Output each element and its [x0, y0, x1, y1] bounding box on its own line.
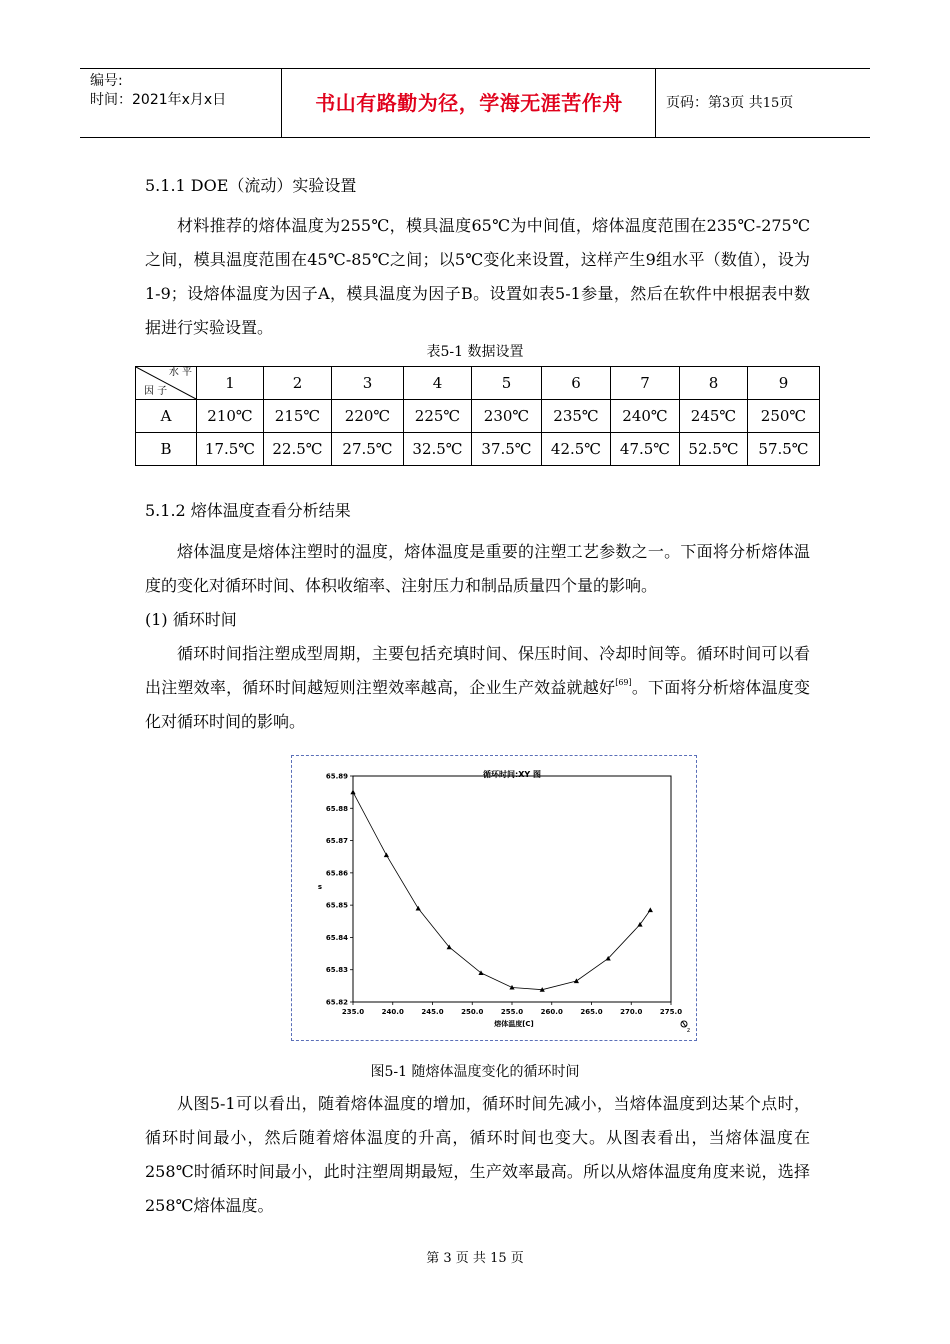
section-512-heading: 5.1.2 熔体温度查看分析结果: [145, 501, 351, 520]
level-header: 5: [472, 367, 542, 400]
value-cell: 210℃: [197, 400, 264, 433]
value-cell: 17.5℃: [197, 433, 264, 466]
doc-date-label: 时间：2021年x月x日: [90, 92, 227, 108]
conclusion-paragraph: 从图5-1可以看出，随着熔体温度的增加，循环时间先减小，当熔体温度到达某个点时，循环时间最小，然后随着熔体温度的升高，循环时间也变大。从图表看出，当熔体温度在258℃时循环时间最小，此时注塑周期最短，生产效率最高。所以从熔体温度角度来说，选择258℃熔体温度。: [145, 1094, 810, 1215]
level-header: 6: [542, 367, 611, 400]
x-tick-label: 270.0: [620, 1008, 643, 1016]
level-header: 8: [680, 367, 748, 400]
value-cell: 47.5℃: [611, 433, 680, 466]
list-item-cycle-time: (1) 循环时间: [145, 610, 237, 629]
svg-text:z: z: [687, 1027, 691, 1034]
data-point-marker: [384, 853, 389, 858]
x-tick-label: 245.0: [421, 1008, 444, 1016]
x-axis-label: 熔体温度[C]: [494, 1020, 534, 1028]
x-tick-label: 235.0: [341, 1008, 365, 1016]
section-512-body: [145, 535, 810, 739]
x-tick-label: 260.0: [540, 1008, 563, 1016]
value-cell: 32.5℃: [404, 433, 472, 466]
header-page-number: 3: [722, 96, 731, 111]
corner-factor-label: 因 子: [144, 386, 168, 397]
data-point-marker: [509, 985, 514, 990]
doc-code-label: 编号:: [90, 73, 123, 89]
factor-cell: B: [136, 433, 197, 466]
data-point-marker: [648, 907, 653, 912]
y-tick-label: 65.88: [325, 804, 348, 813]
page-footer: [0, 1247, 950, 1266]
level-header: 1: [197, 367, 264, 400]
value-cell: 225℃: [404, 400, 472, 433]
series-points: [350, 790, 653, 992]
x-tick-label: 275.0: [659, 1008, 683, 1016]
value-cell: 42.5℃: [542, 433, 611, 466]
level-header: 2: [264, 367, 332, 400]
footer-suffix: 页: [510, 1251, 524, 1266]
table-corner-cell: [136, 367, 197, 400]
header-meta: [80, 69, 282, 137]
value-cell: 37.5℃: [472, 433, 542, 466]
value-cell: 230℃: [472, 400, 542, 433]
table-caption: 表5-1 数据设置: [426, 344, 524, 360]
level-header: 7: [611, 367, 680, 400]
data-point-marker: [574, 978, 579, 983]
x-tick-label: 240.0: [381, 1008, 404, 1016]
header-page-suffix: 页: [779, 95, 794, 111]
paragraph-2-text-end: 。下面将分析熔体温度变化对循环时间的影响。: [145, 678, 810, 731]
section-511-paragraph: 材料推荐的熔体温度为255℃，模具温度65℃为中间值，熔体温度范围在235℃-275℃之间，模具温度范围在45℃-85℃之间；以5℃变化来设置，这样产生9组水平（数值），设为1-9；设熔体温度为因子A，模具温度为因子B。设置如表5-1参量，然后在软件中根据表中数据进行实验设置。: [145, 216, 810, 337]
y-tick-label: 65.86: [325, 869, 348, 878]
section-512-paragraph-2: [145, 637, 810, 739]
header-page-mid: 页 共: [730, 95, 763, 111]
value-cell: 235℃: [542, 400, 611, 433]
data-table: [135, 366, 820, 466]
header-motto-cell: [283, 69, 656, 137]
value-cell: 220℃: [332, 400, 404, 433]
header-motto: 书山有路勤为径，学海无涯苦作舟: [315, 91, 623, 115]
header-page-total: 15: [762, 96, 780, 111]
y-tick-label: 65.89: [325, 772, 348, 781]
y-ticks: [326, 773, 353, 1007]
header-page-info: [656, 69, 870, 137]
value-cell: 57.5℃: [748, 433, 820, 466]
footer-mid: 页 共: [455, 1251, 486, 1266]
value-cell: 52.5℃: [680, 433, 748, 466]
footer-prefix: 第: [426, 1251, 440, 1266]
y-tick-label: 65.84: [325, 933, 348, 942]
paragraph-2-text: 循环时间指注塑成型周期，主要包括充填时间、保压时间、冷却时间等。循环时间可以看出注塑效率，循环时间越短则注塑效率越高，企业生产效益就越好: [145, 644, 810, 697]
section-512-paragraph-1: 熔体温度是熔体注塑时的温度，熔体温度是重要的注塑工艺参数之一。下面将分析熔体温度的变化对循环时间、体积收缩率、注射压力和制品质量四个量的影响。: [145, 542, 810, 595]
value-cell: 250℃: [748, 400, 820, 433]
level-header: 4: [404, 367, 472, 400]
series-line: [353, 792, 650, 990]
y-tick-label: 65.83: [325, 966, 348, 975]
section-511-heading: 5.1.1 DOE（流动）实验设置: [145, 176, 357, 195]
level-header: 9: [748, 367, 820, 400]
figure-caption: 图5-1 随熔体温度变化的循环时间: [370, 1064, 580, 1080]
figure-frame: [291, 755, 697, 1041]
y-tick-label: 65.85: [325, 901, 348, 910]
y-tick-label: 65.87: [325, 837, 348, 846]
chart-title: 循环时间:XY 图: [483, 770, 541, 779]
table-row: [136, 400, 820, 433]
footer-total: 15: [490, 1251, 507, 1266]
cycle-time-chart: [292, 756, 696, 1040]
section-511-body: [145, 209, 810, 345]
x-tick-label: 250.0: [461, 1008, 484, 1016]
table-row: [136, 433, 820, 466]
y-axis-label: s: [317, 883, 323, 891]
citation-ref: [69]: [615, 678, 632, 687]
y-tick-label: 65.82: [325, 998, 348, 1007]
plot-area: [353, 776, 671, 1002]
page-header: [80, 68, 870, 138]
factor-cell: A: [136, 400, 197, 433]
table-header-row: [136, 367, 820, 400]
conclusion-body: [145, 1087, 810, 1223]
x-tick-label: 265.0: [580, 1008, 603, 1016]
value-cell: 215℃: [264, 400, 332, 433]
level-header: 3: [332, 367, 404, 400]
data-point-marker: [416, 906, 421, 911]
value-cell: 22.5℃: [264, 433, 332, 466]
x-tick-label: 255.0: [500, 1008, 524, 1016]
value-cell: 240℃: [611, 400, 680, 433]
data-point-marker: [350, 790, 355, 795]
zoom-icon: [681, 1021, 690, 1034]
footer-page-number: 3: [443, 1251, 452, 1266]
value-cell: 27.5℃: [332, 433, 404, 466]
value-cell: 245℃: [680, 400, 748, 433]
header-page-prefix: 页码：第: [666, 95, 722, 111]
x-ticks: [342, 1002, 682, 1016]
corner-level-label: 水 平: [168, 367, 192, 378]
